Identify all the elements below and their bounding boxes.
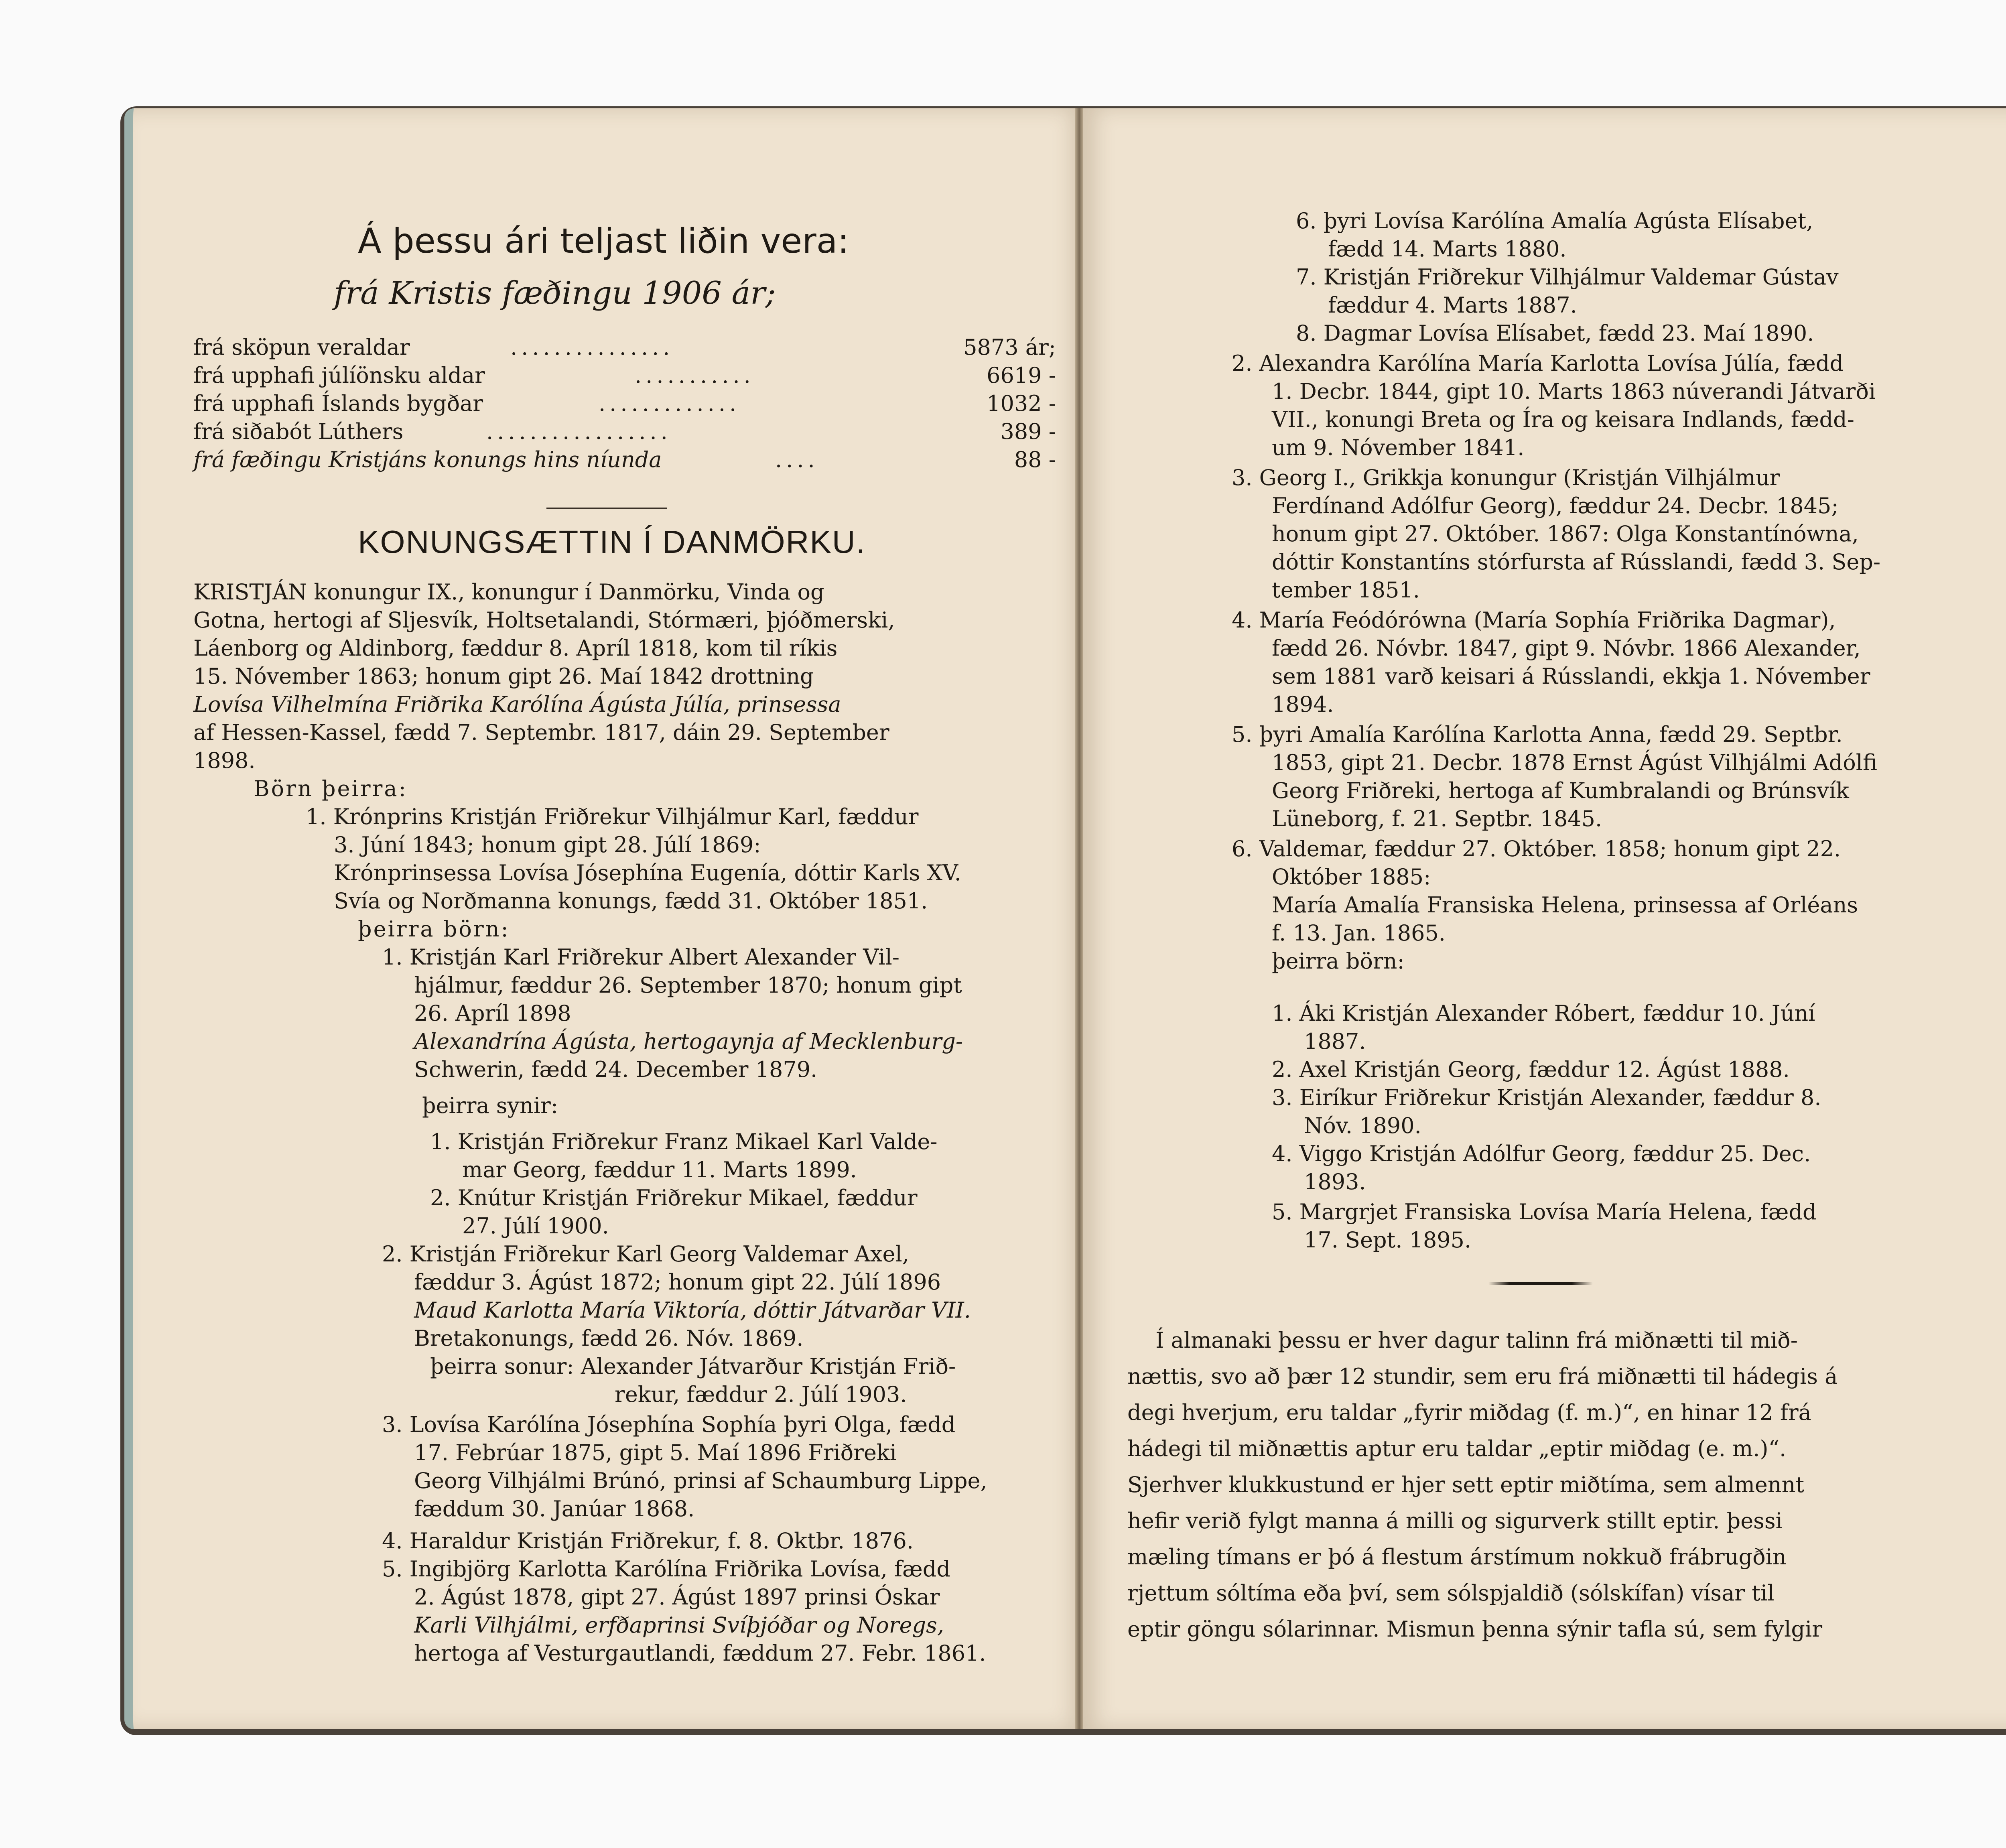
year-value-3: 1032 - [987,391,1056,416]
year-label-1: frá sköpun veraldar [193,335,410,360]
text-line: Karli Vilhjálmi, erfðaprinsi Svíþjóðar og Noregs, [414,1612,944,1638]
text-line: mar Georg, fæddur 11. Marts 1899. [462,1157,857,1182]
text-line: Lüneborg, f. 21. Septbr. 1845. [1272,806,1602,831]
text-line: fæddur 4. Marts 1887. [1328,292,1577,318]
text-line: 3. Júní 1843; honum gipt 28. Júlí 1869: [334,832,761,857]
text-line: Börn þeirra: [254,776,408,801]
text-line: 26. Apríl 1898 [414,1001,571,1026]
leader-dots: ............. [599,391,741,416]
text-line: 1887. [1304,1029,1366,1054]
page-subheading: frá Kristis fæðingu 1906 ár; [334,275,776,311]
right-page [1083,108,2006,1729]
text-line: 1. Kristján Karl Friðrekur Albert Alexander Vil- [382,944,899,970]
text-line: f. 13. Jan. 1865. [1272,920,1446,946]
text-line: honum gipt 27. Október. 1867: Olga Konstantínówna, [1272,521,1859,546]
text-line: 6. Valdemar, fæddur 27. Október. 1858; honum gipt 22. [1232,836,1841,861]
text-line: Ferdínand Adólfur Georg), fæddur 24. Decbr. 1845; [1272,493,1839,518]
text-line: Gotna, hertogi af Sljesvík, Holtsetalandi, Stórmæri, þjóðmerski, [193,607,895,633]
text-line: 5. þyri Amalía Karólína Karlotta Anna, fædd 29. Septbr. [1232,722,1843,747]
divider-ornament [1488,1282,1593,1285]
year-value-1: 5873 ár; [963,335,1056,360]
paragraph-line: hádegi til miðnættis aptur eru taldar „eptir miðdag (e. m.)“. [1127,1436,1787,1461]
paragraph-line: nættis, svo að þær 12 stundir, sem eru frá miðnætti til hádegis á [1127,1364,1838,1389]
text-line: af Hessen-Kassel, fædd 7. Septembr. 1817, dáin 29. September [193,720,889,745]
text-line: þeirra börn: [358,916,510,942]
text-line: tember 1851. [1272,577,1420,603]
text-line: 7. Kristján Friðrekur Vilhjálmur Valdemar Gústav [1296,264,1839,290]
text-line: Georg Vilhjálmi Brúnó, prinsi af Schaumburg Lippe, [414,1468,987,1493]
paragraph-line: mæling tímans er þó á flestum árstímum nokkuð frábrugðin [1127,1544,1787,1570]
text-line: fædd 14. Marts 1880. [1328,236,1567,262]
text-line: hjálmur, fæddur 26. September 1870; honum gipt [414,973,962,998]
text-line: 1. Áki Kristján Alexander Róbert, fæddur 10. Júní [1272,1001,1815,1026]
paragraph-line: degi hverjum, eru taldar „fyrir miðdag (f. m.)“, en hinar 12 frá [1127,1400,1811,1425]
text-line: Schwerin, fædd 24. December 1879. [414,1057,818,1082]
text-line: Alexandrína Ágústa, hertogaynja af Mecklenburg- [414,1029,963,1054]
text-line: 2. Kristján Friðrekur Karl Georg Valdemar Axel, [382,1241,909,1267]
text-line: 1853, gipt 21. Decbr. 1878 Ernst Ágúst Vilhjálmi Adólfi [1272,750,1878,775]
text-line: 4. Viggo Kristján Adólfur Georg, fæddur 25. Dec. [1272,1141,1811,1166]
text-line: Maud Karlotta María Viktoría, dóttir Játvarðar VII. [414,1298,971,1323]
text-line: þeirra synir: [422,1093,558,1118]
text-line: 1898. [193,748,256,773]
text-line: hertoga af Vesturgautlandi, fæddum 27. Febr. 1861. [414,1641,986,1666]
text-line: rekur, fæddur 2. Júlí 1903. [615,1382,907,1407]
text-line: sem 1881 varð keisari á Rússlandi, ekkja 1. Nóvember [1272,664,1870,689]
leader-dots: .... [775,447,819,472]
text-line: María Amalía Fransiska Helena, prinsessa af Orléans [1272,892,1858,918]
text-line: Bretakonungs, fædd 26. Nóv. 1869. [414,1326,804,1351]
text-line: fædd 26. Nóvbr. 1847, gipt 9. Nóvbr. 1866 Alexander, [1272,636,1861,661]
year-value-2: 6619 - [987,363,1056,388]
text-line: 2. Knútur Kristján Friðrekur Mikael, fæddur [430,1185,918,1210]
text-line: 1893. [1304,1169,1366,1194]
book-gutter [1075,108,1083,1729]
page-heading: Á þessu ári teljast liðin vera: [358,221,849,261]
text-line: Láenborg og Aldinborg, fæddur 8. Apríl 1818, kom til ríkis [193,636,838,661]
text-line: Október 1885: [1272,864,1431,889]
text-line: 3. Eiríkur Friðrekur Kristján Alexander, fæddur 8. [1272,1085,1821,1110]
text-line: 17. Sept. 1895. [1304,1227,1472,1253]
text-line: 1. Kristján Friðrekur Franz Mikael Karl Valde- [430,1129,938,1154]
year-label-3: frá upphafi Íslands bygðar [193,391,483,416]
text-line: Lovísa Vilhelmína Friðrika Karólína Ágústa Júlía, prinsessa [193,692,841,717]
text-line: 1. Krónprins Kristján Friðrekur Vilhjálmur Karl, fæddur [306,804,919,829]
leader-dots: ........... [635,363,755,388]
text-line: 8. Dagmar Lovísa Elísabet, fædd 23. Maí 1890. [1296,321,1814,346]
text-line: 2. Alexandra Karólína María Karlotta Lovísa Júlía, fædd [1232,351,1844,376]
paragraph-line: Í almanaki þessu er hver dagur talinn frá miðnætti til mið- [1155,1328,1798,1353]
text-line: Georg Friðreki, hertoga af Kumbralandi og Brúnsvík [1272,778,1849,803]
text-line: 4. María Feódórówna (María Sophía Friðrika Dagmar), [1232,607,1836,633]
section-title: KONUNGSÆTTIN Í DANMÖRKU. [358,524,866,560]
year-label-4: frá siðabót Lúthers [193,419,404,444]
text-line: Krónprinsessa Lovísa Jósephína Eugenía, dóttir Karls XV. [334,860,961,885]
text-line: 5. Ingibjörg Karlotta Karólína Friðrika Lovísa, fædd [382,1556,950,1582]
year-value-4: 389 - [1000,419,1056,444]
year-value-5: 88 - [1014,447,1056,472]
paragraph-line: hefir verið fylgt manna á milli og sigurverk stillt eptir. þessi [1127,1508,1783,1533]
text-line: Svía og Norðmanna konungs, fædd 31. Október 1851. [334,888,928,914]
text-line: KRISTJÁN konungur IX., konungur í Danmörku, Vinda og [193,579,824,605]
text-line: 17. Febrúar 1875, gipt 5. Maí 1896 Friðreki [414,1440,897,1465]
text-line: um 9. Nóvember 1841. [1272,435,1525,460]
text-line: þeirra börn: [1272,948,1405,974]
year-label-5: frá fæðingu Kristjáns konungs hins níunda [193,447,662,472]
text-line: þeirra sonur: Alexander Játvarður Kristján Frið- [430,1354,956,1379]
text-line: 3. Georg I., Grikkja konungur (Kristján Vilhjálmur [1232,465,1780,490]
text-line: 4. Haraldur Kristján Friðrekur, f. 8. Oktbr. 1876. [382,1528,914,1554]
text-line: 5. Margrjet Fransiska Lovísa María Helena, fædd [1272,1199,1817,1225]
divider-rule [546,508,667,509]
leader-dots: ................. [486,419,672,444]
leader-dots: ............... [510,335,674,360]
text-line: fæddur 3. Ágúst 1872; honum gipt 22. Júlí 1896 [414,1269,941,1295]
paragraph-line: rjettum sóltíma eða því, sem sólspjaldið (sólskífan) vísar til [1127,1580,1775,1606]
year-label-2: frá upphafi júlíönsku aldar [193,363,485,388]
text-line: fæddum 30. Janúar 1868. [414,1496,695,1521]
text-line: Nóv. 1890. [1304,1113,1421,1138]
text-line: VII., konungi Breta og Íra og keisara Indlands, fædd- [1272,407,1854,432]
text-line: 3. Lovísa Karólína Jósephína Sophía þyri Olga, fædd [382,1412,956,1437]
paragraph-line: Sjerhver klukkustund er hjer sett eptir miðtíma, sem almennt [1127,1472,1805,1497]
text-line: 1894. [1272,692,1334,717]
text-line: 27. Júlí 1900. [462,1213,609,1239]
text-line: 2. Axel Kristján Georg, fæddur 12. Ágúst 1888. [1272,1057,1790,1082]
text-line: 6. þyri Lovísa Karólína Amalía Agústa Elísabet, [1296,208,1813,234]
text-line: 15. Nóvember 1863; honum gipt 26. Maí 1842 drottning [193,664,814,689]
left-page [124,108,1084,1729]
text-line: 1. Decbr. 1844, gipt 10. Marts 1863 núverandi Játvarði [1272,379,1876,404]
text-line: dóttir Konstantíns stórfursta af Rússlandi, fædd 3. Sep- [1272,549,1881,575]
text-line: 2. Ágúst 1878, gipt 27. Ágúst 1897 prinsi Óskar [414,1584,940,1610]
paragraph-line: eptir göngu sólarinnar. Mismun þenna sýnir tafla sú, sem fylgir [1127,1616,1823,1642]
